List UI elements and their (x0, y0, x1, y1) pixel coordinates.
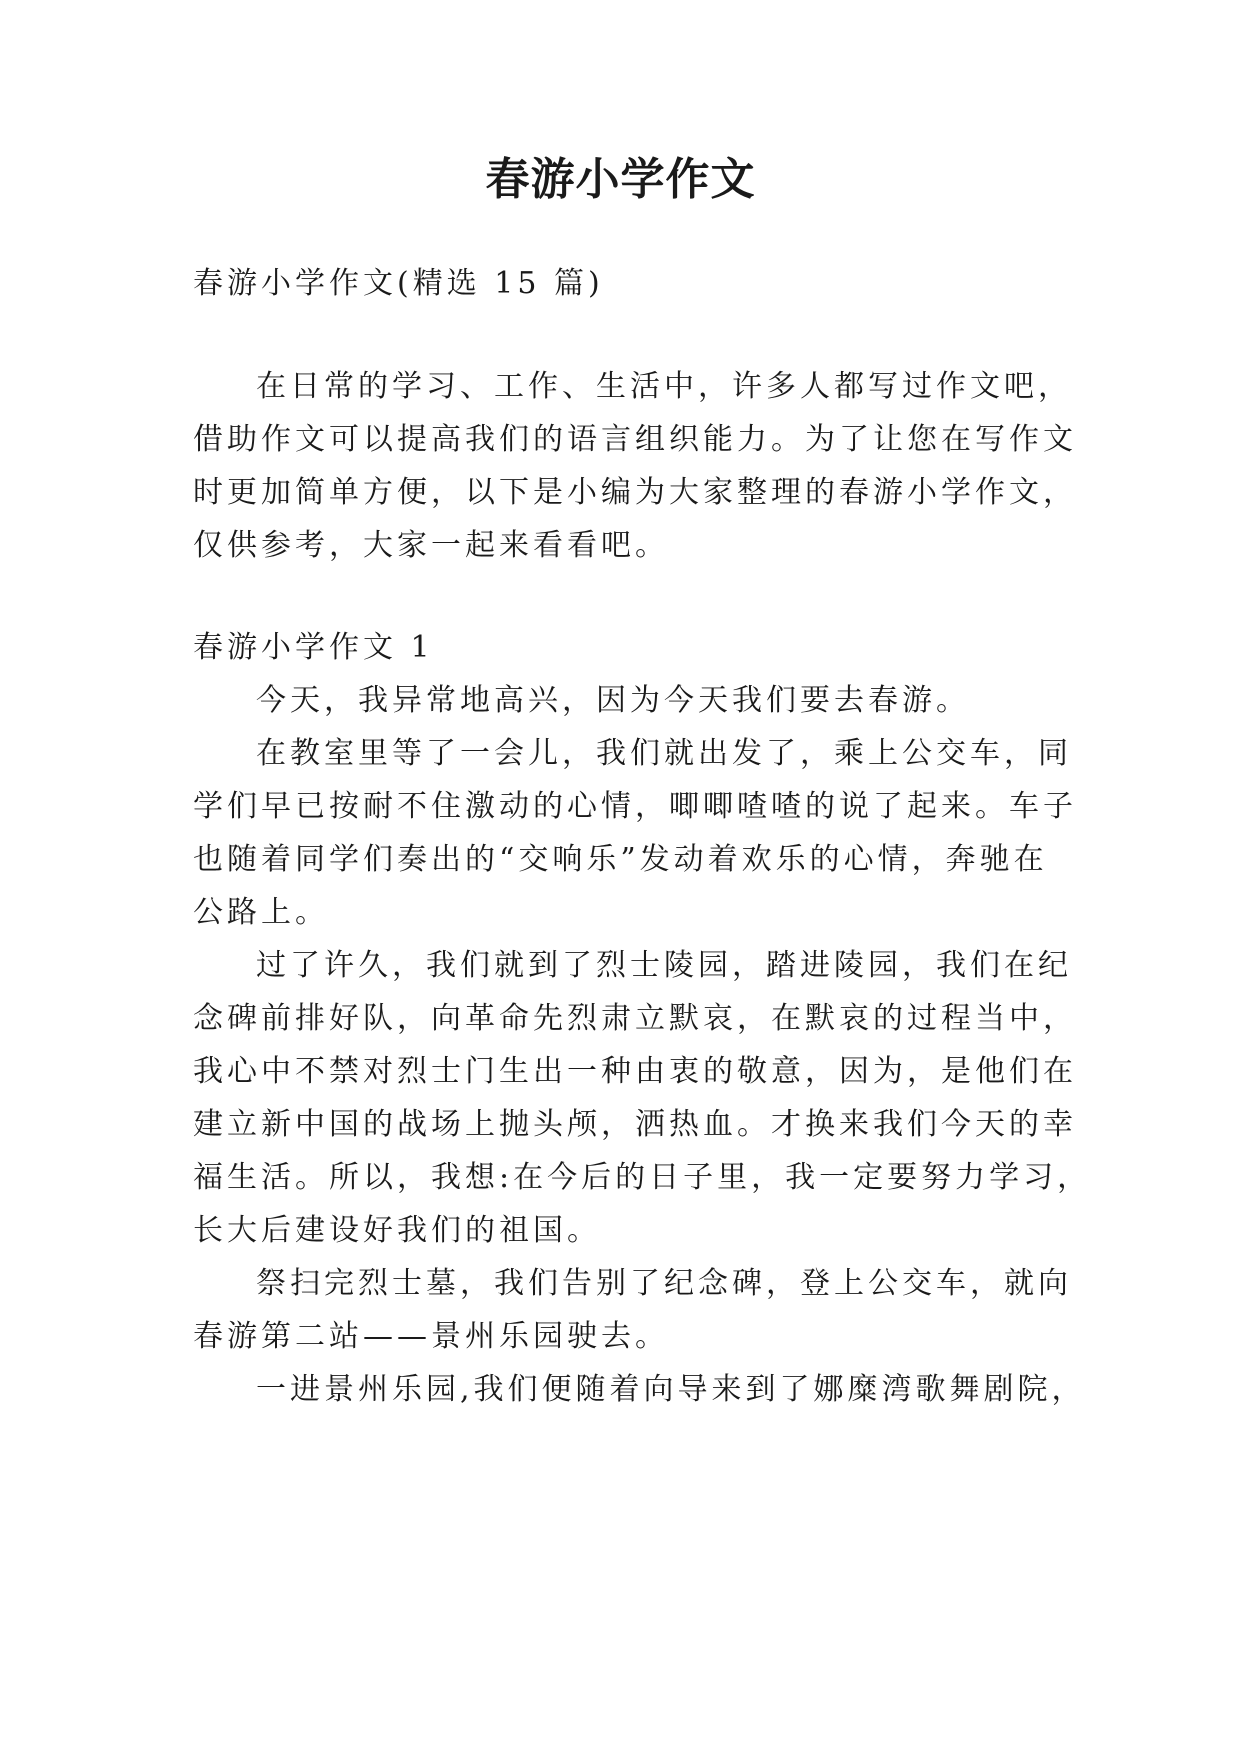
intro-line: 在日常的学习、工作、生活中，许多人都写过作文吧， (256, 369, 1072, 404)
document-title: 春游小学作文 (485, 154, 756, 205)
body-line: 一进景州乐园,我们便随着向导来到了娜糜湾歌舞剧院， (256, 1372, 1086, 1407)
body-line: 也随着同学们奏出的“交响乐”发动着欢乐的心情，奔驰在 (193, 842, 1048, 877)
body-line: 我心中不禁对烈士门生出一种由衷的敬意，因为，是他们在 (193, 1054, 1077, 1089)
body-line: 建立新中国的战场上抛头颅，洒热血。才换来我们今天的幸 (193, 1107, 1077, 1142)
body-line: 春游第二站——景州乐园驶去。 (193, 1319, 669, 1354)
body-line: 公路上。 (193, 895, 329, 930)
intro-line: 时更加简单方便，以下是小编为大家整理的春游小学作文， (193, 475, 1077, 510)
body-line: 祭扫完烈士墓，我们告别了纪念碑，登上公交车，就向 (256, 1266, 1072, 1301)
body-line: 长大后建设好我们的祖国。 (193, 1213, 601, 1248)
body-line: 在教室里等了一会儿，我们就出发了，乘上公交车，同 (256, 736, 1072, 771)
intro-line: 借助作文可以提高我们的语言组织能力。为了让您在写作文 (193, 422, 1077, 457)
body-line: 今天，我异常地高兴，因为今天我们要去春游。 (256, 683, 970, 718)
body-line: 福生活。所以，我想:在今后的日子里，我一定要努力学习， (193, 1160, 1092, 1195)
intro-line: 仅供参考，大家一起来看看吧。 (193, 528, 669, 563)
body-line: 学们早已按耐不住激动的心情，唧唧喳喳的说了起来。车子 (193, 789, 1077, 824)
body-line: 过了许久，我们就到了烈士陵园，踏进陵园，我们在纪 (256, 948, 1072, 983)
section-heading: 春游小学作文 1 (193, 630, 434, 665)
document-subtitle: 春游小学作文(精选 15 篇) (193, 266, 604, 301)
body-line: 念碑前排好队，向革命先烈肃立默哀，在默哀的过程当中， (193, 1001, 1077, 1036)
